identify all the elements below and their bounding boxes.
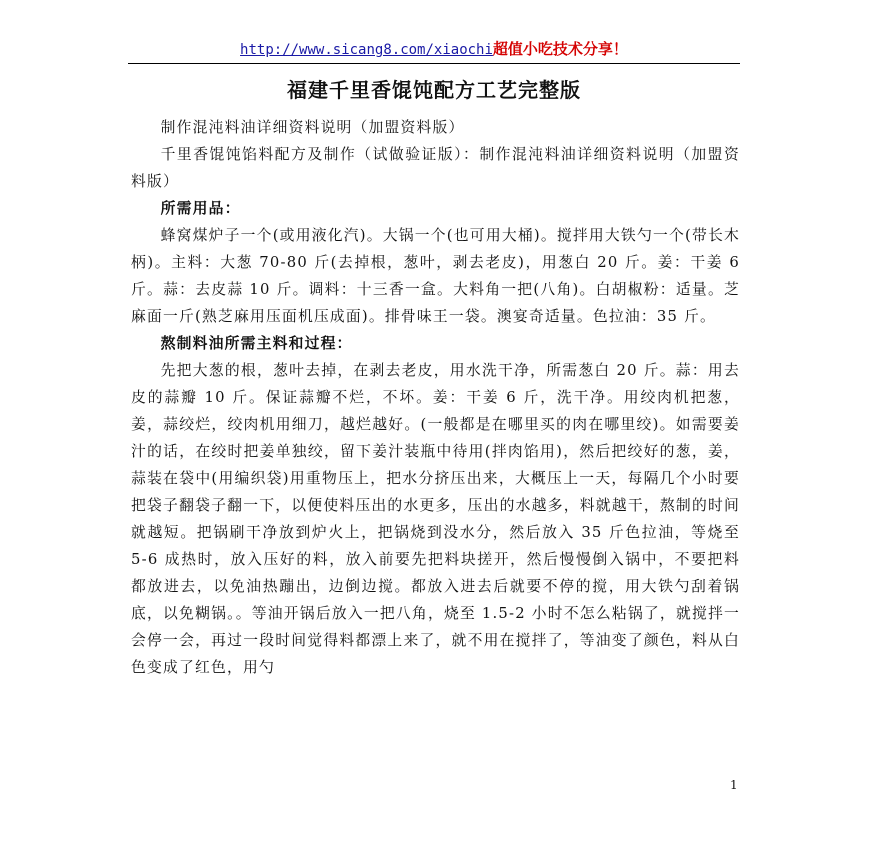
body-paragraph: 蜂窝煤炉子一个(或用液化汽)。大锅一个(也可用大桶)。搅拌用大铁勺一个(带长木柄)。主料：大葱 70-80 斤(去掉根，葱叶，剥去老皮)，用葱白 20 斤。姜：干姜 6 斤。蒜：去皮蒜 10 斤。调料：十三香一盒。大料角一把(八角)。白胡椒粉：适量。芝麻面一斤(熟芝麻用压面机压成面)。排骨味王一袋。澳宴奇适量。色拉油：35 斤。 [131,227,740,325]
body-paragraph: 制作混沌料油详细资料说明（加盟资料版） [160,119,465,136]
header-promo: 超值小吃技术分享！ [492,40,628,58]
document-body [131,114,740,681]
page-number: 1 [730,778,738,792]
body-paragraph: 先把大葱的根，葱叶去掉，在剥去老皮，用水洗干净，所需葱白 20 斤。蒜：用去皮的蒜瓣 10 斤。保证蒜瓣不烂，不坏。姜：干姜 6 斤，洗干净。用绞肉机把葱，姜，蒜绞烂，绞肉机用细刀，越烂越好。(一般都是在哪里买的肉在哪里绞)。如需要姜汁的话，在绞时把姜单独绞，留下姜汁装瓶中待用(拌肉馅用)，然后把绞好的葱，姜，蒜装在袋中(用编织袋)用重物压上，把水分挤压出来，大概压上一天，每隔几个小时要把袋子翻袋子翻一下，以便使料压出的水更多，压出的水越多，料就越干，熬制的时间就越短。把锅刷干净放到炉火上，把锅烧到没水分，然后放入 35 斤色拉油，等烧至 5-6 成热时，放入压好的料，放入前要先把料块搓开，然后慢慢倒入锅中，不要把料都放进去，以免油热蹦出，边倒边搅。都放入进去后就要不停的搅，用大铁勺刮着锅底，以免糊锅。。等油开锅后放入一把八角，烧至 1.5-2 小时不怎么粘锅了，就搅拌一会停一会，再过一段时间觉得料都漂上来了，就不用在搅拌了，等油变了颜色，料从白色变成了红色，用勺 [131,362,740,676]
section-heading: 熬制料油所需主料和过程： [160,335,353,352]
body-paragraph: 千里香馄饨馅料配方及制作（试做验证版）：制作混沌料油详细资料说明（加盟资料版） [131,146,740,190]
page-header [128,38,740,61]
document-title: 福建千里香馄饨配方工艺完整版 [287,78,581,102]
header-link[interactable]: http://www.sicang8.com/xiaochi [240,42,493,58]
header-divider [128,63,740,64]
section-heading: 所需用品： [160,200,241,217]
